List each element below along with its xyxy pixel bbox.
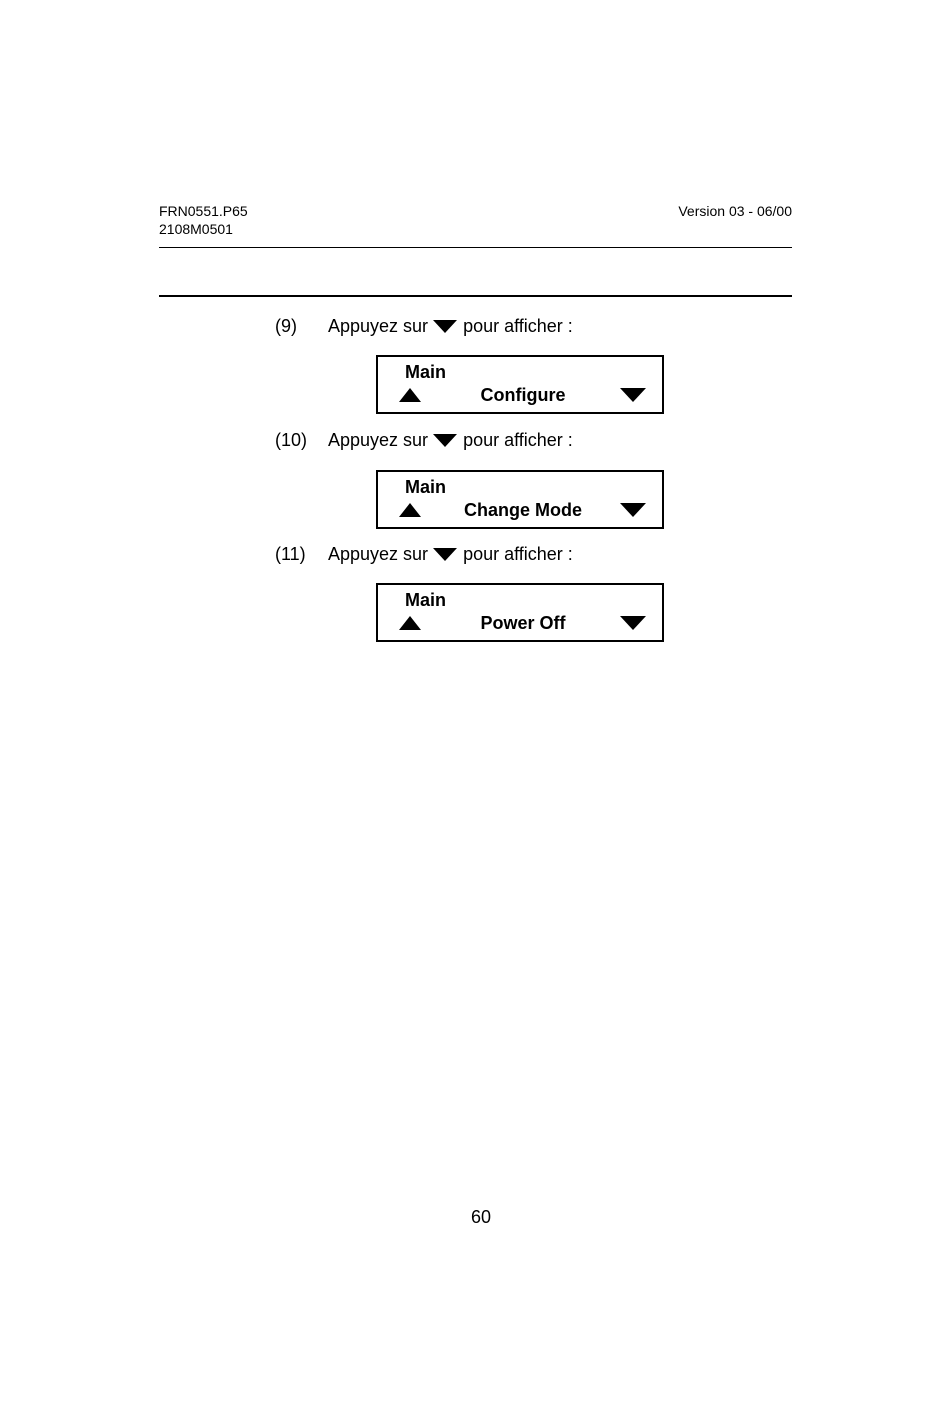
- part-number: 2108M0501: [159, 221, 233, 237]
- instruction-prefix: Appuyez sur: [328, 316, 429, 336]
- down-triangle-icon: [620, 503, 646, 517]
- instruction-suffix: pour afficher :: [463, 430, 573, 450]
- page-number: 60: [470, 1207, 492, 1227]
- step-number: (10): [275, 430, 308, 450]
- section-divider: [159, 295, 792, 297]
- step-instruction: [328, 315, 573, 337]
- instruction-prefix: Appuyez sur: [328, 544, 429, 564]
- lcd-menu-item: Power Off: [480, 613, 566, 633]
- step-number: (9): [275, 316, 297, 336]
- file-name: FRN0551.P65: [159, 203, 248, 219]
- down-triangle-icon: [433, 434, 457, 447]
- step-number: (11): [275, 544, 306, 564]
- lcd-display-change-mode: [376, 470, 664, 529]
- instruction-suffix: pour afficher :: [463, 544, 573, 564]
- lcd-menu-title: Main: [405, 477, 447, 497]
- step-instruction: [328, 543, 573, 565]
- header-divider: [159, 247, 792, 248]
- header-right: [678, 202, 792, 220]
- down-triangle-icon: [620, 616, 646, 630]
- instruction-prefix: Appuyez sur: [328, 430, 429, 450]
- lcd-display-power-off: [376, 583, 664, 642]
- lcd-menu-item: Change Mode: [463, 500, 582, 520]
- step-instruction: [328, 429, 573, 451]
- lcd-menu-title: Main: [405, 590, 447, 610]
- lcd-menu-item: Configure: [480, 385, 566, 405]
- down-triangle-icon: [433, 320, 457, 333]
- down-triangle-icon: [620, 388, 646, 402]
- version-label: Version 03 - 06/00: [678, 203, 792, 219]
- lcd-menu-title: Main: [405, 362, 447, 382]
- lcd-display-configure: [376, 355, 664, 414]
- header-left: [159, 202, 248, 238]
- instruction-suffix: pour afficher :: [463, 316, 573, 336]
- down-triangle-icon: [433, 548, 457, 561]
